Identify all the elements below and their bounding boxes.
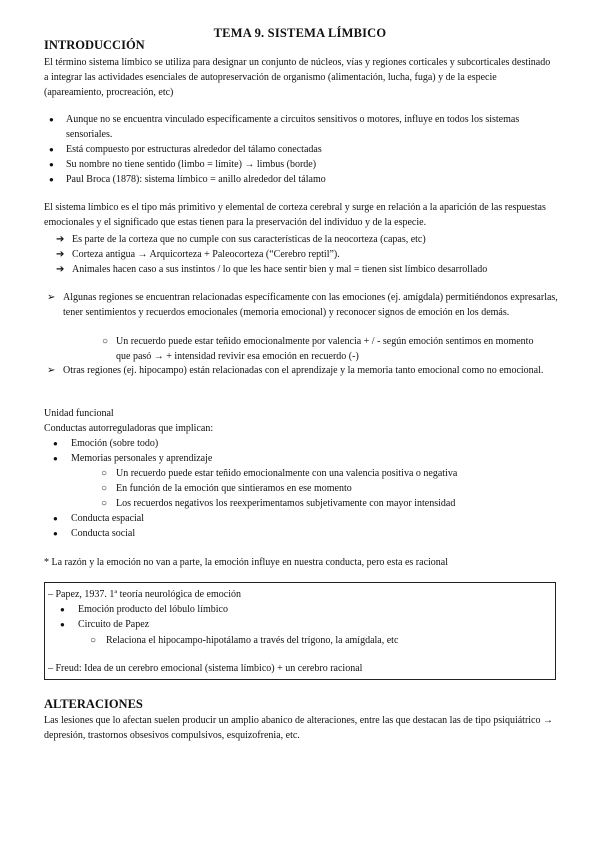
intro-heading: INTRODUCCIÓN <box>44 38 145 52</box>
unidad-subitem-3: Los recuerdos negativos los reexperimentamos subjetivamente con mayor intensidad <box>116 498 456 509</box>
bullet-icon: ● <box>49 145 54 154</box>
bullet-icon: ● <box>53 439 58 448</box>
tri-item-1: Algunas regiones se encuentran relacionadas específicamente con las emociones (ej. amígdala) permitiéndonos expresarlas, tener sentimientos y recuerdos emocionales (memoria emocional) y reconocer signos de emoción en los demás. <box>63 292 558 318</box>
intro-paragraph: El término sistema límbico se utiliza para designar un conjunto de núcleos, vías y regiones corticales y subcorticales destinado a integrar las actividades esenciales de autopreservación de organismo (alimentación, lucha, fuga) y de la especie (apareamiento, procreación, etc) <box>44 57 551 98</box>
page-title: TEMA 9. SISTEMA LÍMBICO <box>213 26 387 40</box>
bullet-icon: ● <box>49 160 54 169</box>
box-line-2: – Freud: Idea de un cerebro emocional (sistema límbico) + un cerebro racional <box>48 663 363 674</box>
bullet-icon: ● <box>60 605 65 614</box>
bullet-icon: ● <box>53 529 58 538</box>
alteraciones-paragraph: Las lesiones que lo afectan suelen producir un amplio abanico de alteraciones, entre las que destacan las de tipo psiquiátrico → depresión, trastornos obsesivos compulsivos, esquizofrenia, etc. <box>44 715 553 741</box>
arrow-icon: ➔ <box>56 249 65 260</box>
bullet-icon: ● <box>53 514 58 523</box>
tri-subitem-1: Un recuerdo puede estar teñido emocionalmente por valencia + / - según emoción sentimos en momento que pasó → + intensidad revivir esa emoción en recuerdo (-) <box>116 336 534 362</box>
box-item-1: Emoción producto del lóbulo límbico <box>78 604 228 615</box>
box-item-2: Circuito de Papez <box>78 619 150 630</box>
unidad-item-2: Memorias personales y aprendizaje <box>71 453 213 464</box>
alteraciones-heading: ALTERACIONES <box>44 697 143 711</box>
arrow-item-1: Es parte de la corteza que no cumple con sus características de la neocorteza (capas, etc) <box>72 234 426 245</box>
bullet-icon: ● <box>60 620 65 629</box>
intro-bullet-3: Su nombre no tiene sentido (limbo = límite) → limbus (borde) <box>66 159 317 170</box>
arrow-icon: ➔ <box>56 264 65 275</box>
circle-bullet-icon: ○ <box>101 468 108 479</box>
note-text: * La razón y la emoción no van a parte, la emoción influye en nuestra conducta, pero esta es racional <box>44 557 448 568</box>
circle-bullet-icon: ○ <box>101 498 108 509</box>
intro-bullet-1: Aunque no se encuentra vinculado específicamente a circuitos sensitivos o motores, influye en todos los sistemas sensoriales. <box>66 114 520 140</box>
intro-paragraph-2: El sistema límbico es el tipo más primitivo y elemental de corteza cerebral y surge en relación a la aparición de las respuestas emocionales y el significado que estas tienen para la preservación del individuo y de la especie. <box>44 202 546 228</box>
circle-bullet-icon: ○ <box>90 635 97 646</box>
circle-bullet-icon: ○ <box>101 483 108 494</box>
tri-item-2: Otras regiones (ej. hipocampo) están relacionadas con el aprendizaje y la memoria tanto emocional como no emocional. <box>63 365 544 376</box>
triangle-bullet-icon: ➢ <box>47 292 56 303</box>
unidad-subitem-2: En función de la emoción que sintieramos en ese momento <box>116 483 352 494</box>
unidad-item-1: Emoción (sobre todo) <box>71 438 159 449</box>
unidad-subitem-1: Un recuerdo puede estar teñido emocionalmente con una valencia positiva o negativa <box>116 468 458 479</box>
bullet-icon: ● <box>49 115 54 124</box>
unidad-item-4: Conducta social <box>71 528 136 539</box>
bullet-icon: ● <box>53 454 58 463</box>
intro-bullet-4: Paul Broca (1878): sistema límbico = anillo alrededor del tálamo <box>66 174 326 185</box>
unidad-item-3: Conducta espacial <box>71 513 145 524</box>
box-subitem: Relaciona el hipocampo-hipotálamo a través del trígono, la amígdala, etc <box>106 635 399 646</box>
arrow-icon: ➔ <box>56 234 65 245</box>
intro-bullet-2: Está compuesto por estructuras alrededor del tálamo conectadas <box>66 144 322 155</box>
arrow-item-2: Corteza antigua → Arquicorteza + Paleocorteza (“Cerebro reptil”). <box>72 249 340 260</box>
arrow-item-3: Animales hacen caso a sus instintos / lo que les hace sentir bien y mal = tienen sist límbico desarrollado <box>72 264 488 275</box>
unidad-heading: Unidad funcional <box>44 408 114 419</box>
unidad-subtitle: Conductas autorreguladoras que implican: <box>44 423 214 434</box>
bullet-icon: ● <box>49 175 54 184</box>
box-line-1: – Papez, 1937. 1ª teoría neurológica de emoción <box>48 589 241 600</box>
circle-bullet-icon: ○ <box>102 336 109 347</box>
triangle-bullet-icon: ➢ <box>47 365 56 376</box>
